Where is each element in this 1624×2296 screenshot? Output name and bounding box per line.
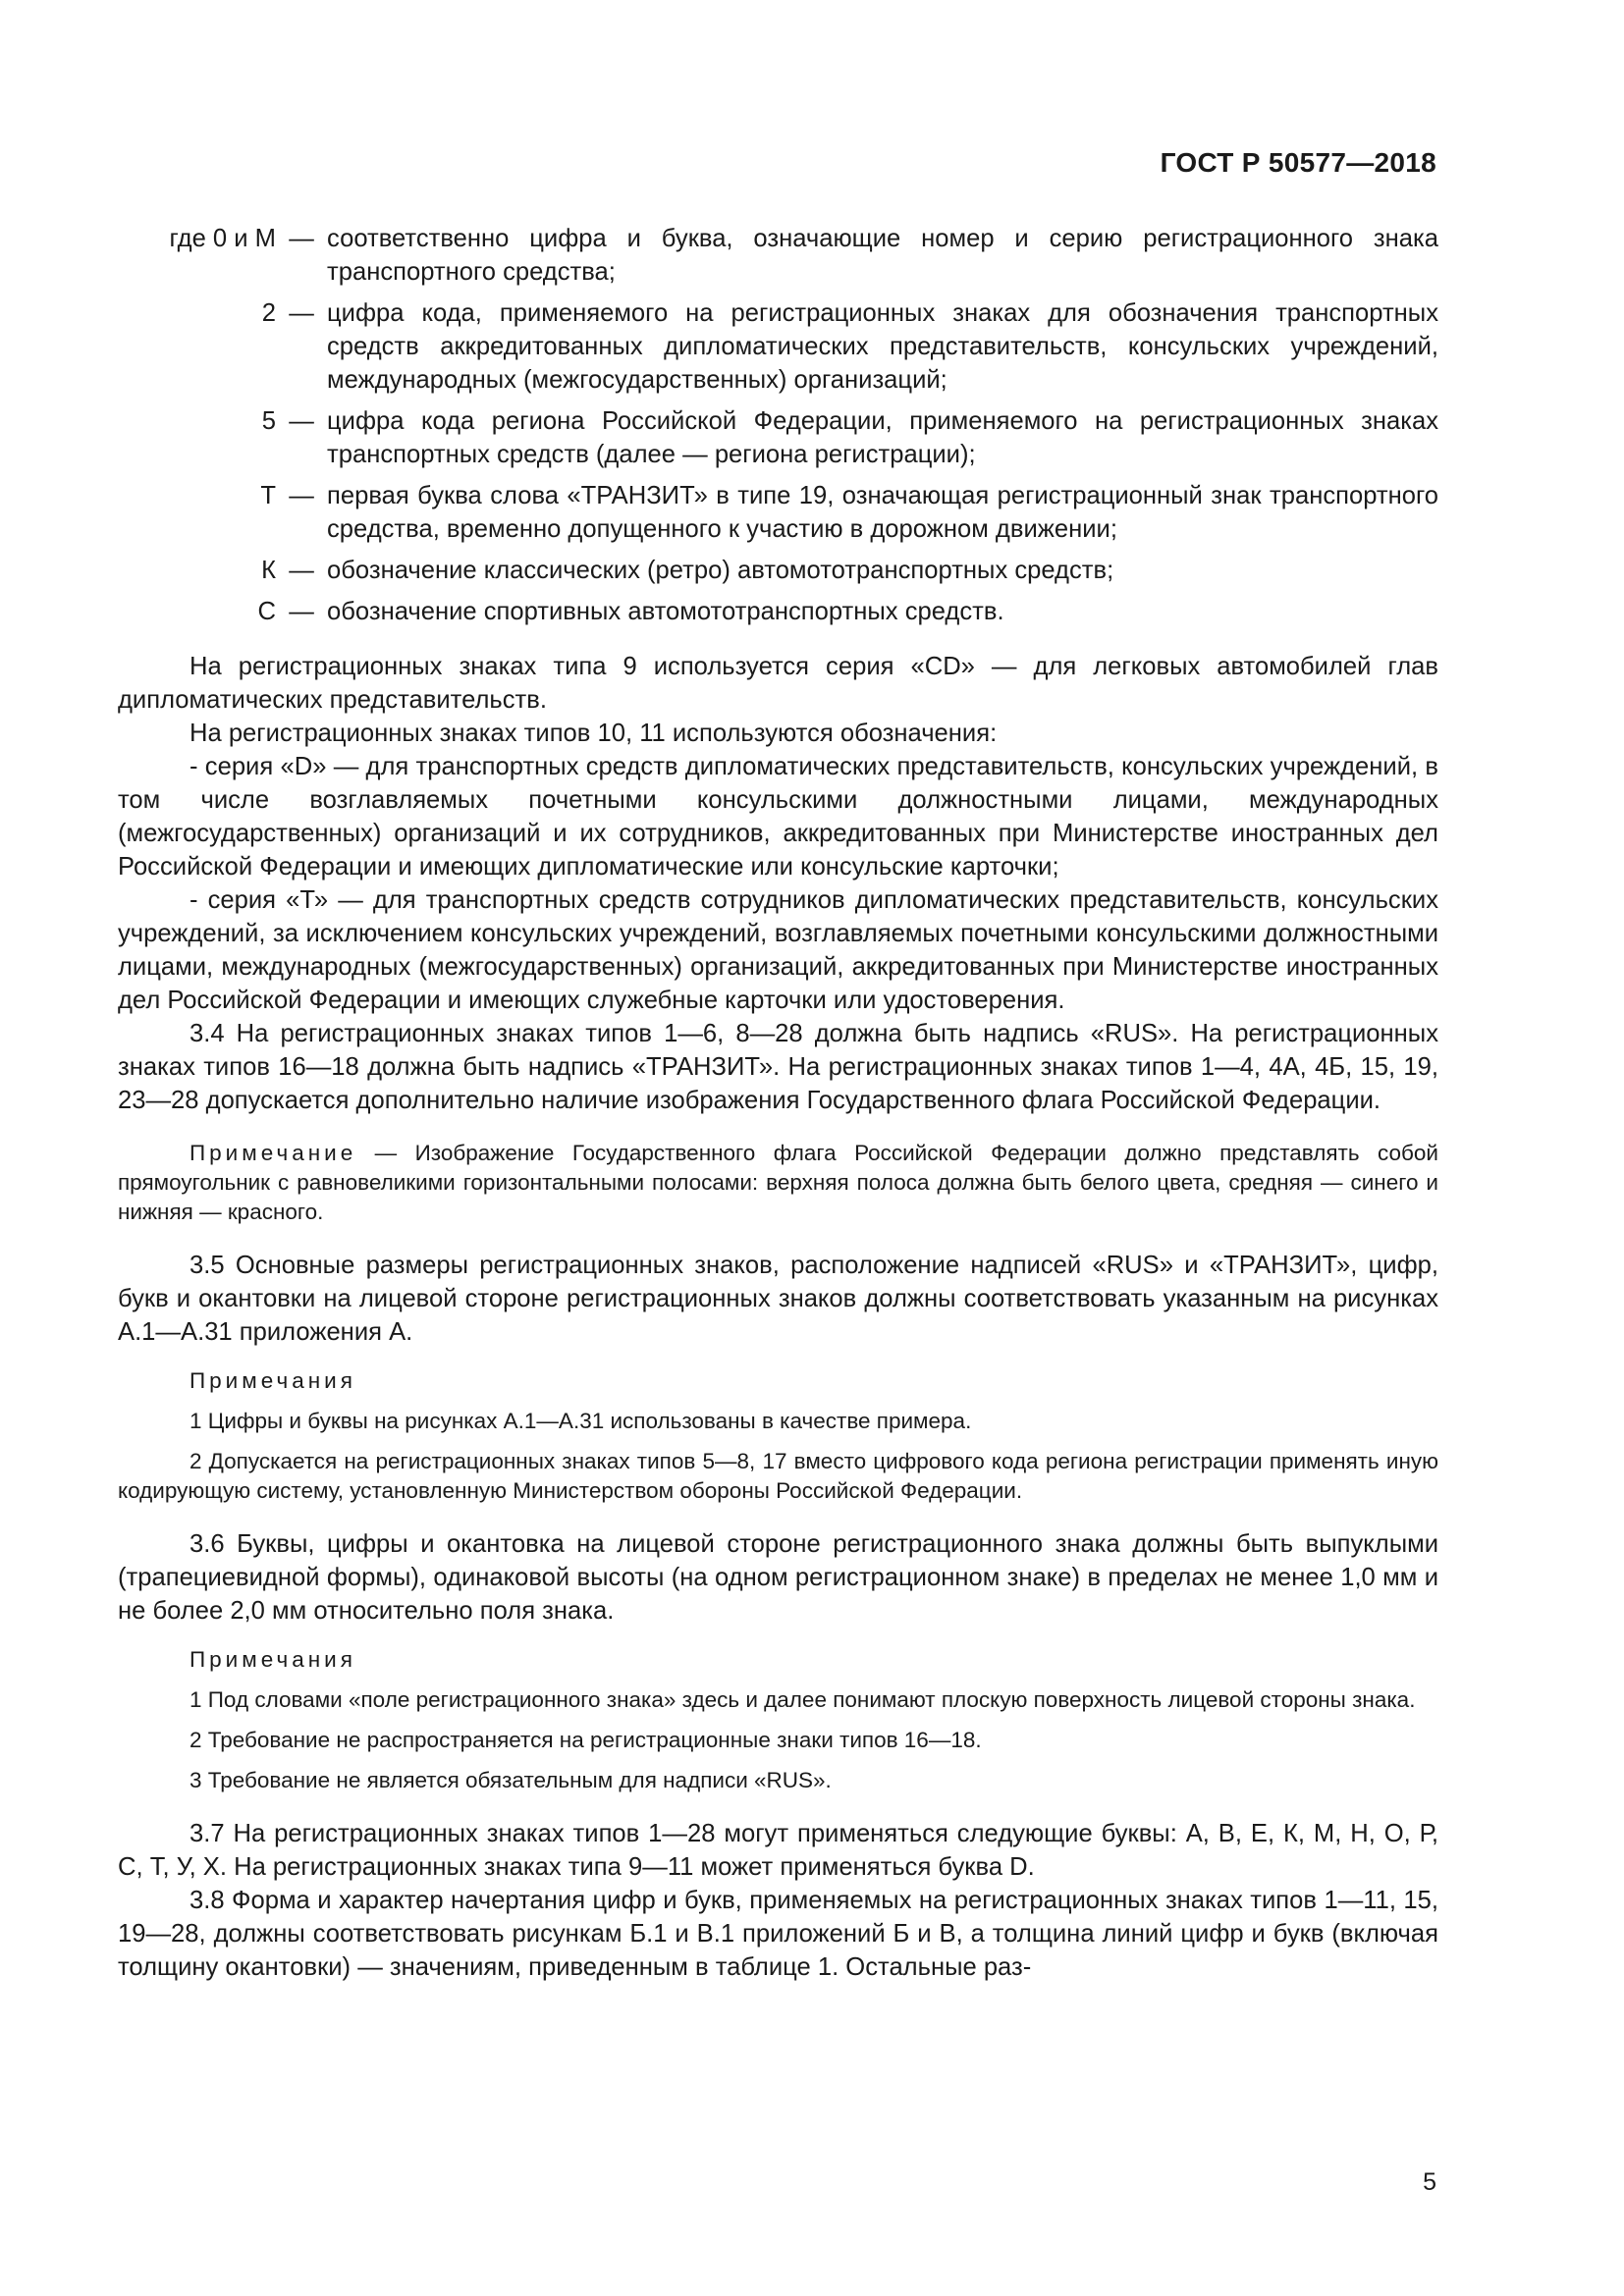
definition-item [118,479,1438,546]
document-code-header: ГОСТ Р 50577—2018 [1160,147,1436,178]
note-3-4 [118,1139,1438,1227]
page-content [118,222,1438,1984]
definition-desc: соответственно цифра и буква, означающие номер и серию регистрационного знака транспортного средства; [327,225,1438,286]
paragraph-3-5: 3.5 Основные размеры регистрационных знаков, расположение надписей «RUS» и «ТРАНЗИТ», цифр, букв и окантовки на лицевой стороне регистрационных знаков должны соответствовать указанным на рисунках А.1—А.31 приложения А. [118,1252,1438,1346]
definition-dash: — [289,557,314,584]
definition-dash: — [289,225,314,252]
definition-dash: — [289,482,314,509]
definition-desc: обозначение классических (ретро) автомототранспортных средств; [327,557,1114,584]
definition-item [118,404,1438,471]
notes-heading: Примечания [189,1647,356,1672]
paragraph-series-cd: На регистрационных знаках типа 9 используется серия «CD» — для легковых автомобилей глав дипломатических представительств. [118,653,1438,714]
paragraph-3-4: 3.4 На регистрационных знаках типов 1—6, 8—28 должна быть надпись «RUS». На регистрационных знаках типов 16—18 должна быть надпись «ТРАНЗИТ». На регистрационных знаках типов 1—4, 4А, 4Б, 15, 19, 23—28 допускается дополнительно наличие изображения Государственного флага Российской Федерации. [118,1020,1438,1114]
note-label: Примечание [189,1141,357,1165]
paragraph-series-t: - серия «Т» — для транспортных средств сотрудников дипломатических представительств, консульских учреждений, за исключением консульских учреждений, возглавляемых почетными консульскими должностными лицами, международных (межгосударственных) организаций, аккредитованных при Министерстве иностранных дел Российской Федерации и имеющих служебные карточки или удостоверения. [118,886,1438,1014]
notes-heading: Примечания [189,1368,356,1393]
note-item: 1 Под словами «поле регистрационного знака» здесь и далее понимают плоскую поверхность лицевой стороны знака. [189,1687,1416,1712]
definition-term: К [261,557,276,584]
paragraph-types-10-11: На регистрационных знаках типов 10, 11 используются обозначения: [189,720,998,747]
definition-desc: первая буква слова «ТРАНЗИТ» в типе 19, означающая регистрационный знак транспортного средства, временно допущенного к участию в дорожном движении; [327,482,1438,543]
definition-item [118,296,1438,397]
paragraph-series-d: - серия «D» — для транспортных средств дипломатических представительств, консульских учреждений, в том числе возглавляемых почетными консульскими должностными лицами, международных (межгосударственных) организаций и их сотрудников, аккредитованных при Министерстве иностранных дел Российской Федерации и имеющих дипломатические или консульские карточки; [118,753,1438,881]
paragraph-3-8: 3.8 Форма и характер начертания цифр и букв, применяемых на регистрационных знаках типов 1—11, 15, 19—28, должны соответствовать рисункам Б.1 и В.1 приложений Б и В, а толщина линий цифр и букв (включая толщину окантовки) — значениям, приведенным в таблице 1. Остальные раз- [118,1887,1438,1981]
note-item: 2 Допускается на регистрационных знаках типов 5—8, 17 вместо цифрового кода региона регистрации применять иную кодирующую систему, установленную Министерством обороны Российской Федерации. [118,1449,1438,1503]
definition-term: С [257,598,276,625]
definition-term: 5 [261,407,276,435]
definition-dash: — [289,299,314,327]
note-item: 2 Требование не распространяется на регистрационные знаки типов 16—18. [189,1728,982,1752]
definition-item [118,595,1438,628]
definition-term: где 0 и М [169,225,276,252]
definition-dash: — [289,407,314,435]
paragraph-3-6: 3.6 Буквы, цифры и окантовка на лицевой стороне регистрационного знака должны быть выпуклыми (трапециевидной формы), одинаковой высоты (на одном регистрационном знаке) в пределах не менее 1,0 мм и не более 2,0 мм относительно поля знака. [118,1530,1438,1625]
definition-item [118,554,1438,587]
definition-term: 2 [261,299,276,327]
definitions-list [118,222,1438,628]
note-item: 1 Цифры и буквы на рисунках А.1—А.31 использованы в качестве примера. [189,1409,972,1433]
note-item: 3 Требование не является обязательным для надписи «RUS». [189,1768,832,1792]
definition-dash: — [289,598,314,625]
definition-item [118,222,1438,289]
definition-desc: цифра кода, применяемого на регистрационных знаках для обозначения транспортных средств аккредитованных дипломатических представительств, консульских учреждений, международных (межгосударственных) организаций; [327,299,1438,394]
definition-term: Т [260,482,276,509]
note-text: — Изображение Государственного флага Российской Федерации должно представлять собой прямоугольник с равновеликими горизонтальными полосами: верхняя полоса должна быть белого цвета, средняя — синего и нижняя — красного. [118,1141,1438,1224]
definition-desc: цифра кода региона Российской Федерации, применяемого на регистрационных знаках транспортных средств (далее — региона регистрации); [327,407,1438,468]
paragraph-3-7: 3.7 На регистрационных знаках типов 1—28 могут применяться следующие буквы: А, В, Е, К, М, Н, О, Р, С, Т, У, Х. На регистрационных знаках типа 9—11 может применяться буква D. [118,1820,1438,1881]
page-number: 5 [1423,2168,1436,2196]
definition-desc: обозначение спортивных автомототранспортных средств. [327,598,1004,625]
